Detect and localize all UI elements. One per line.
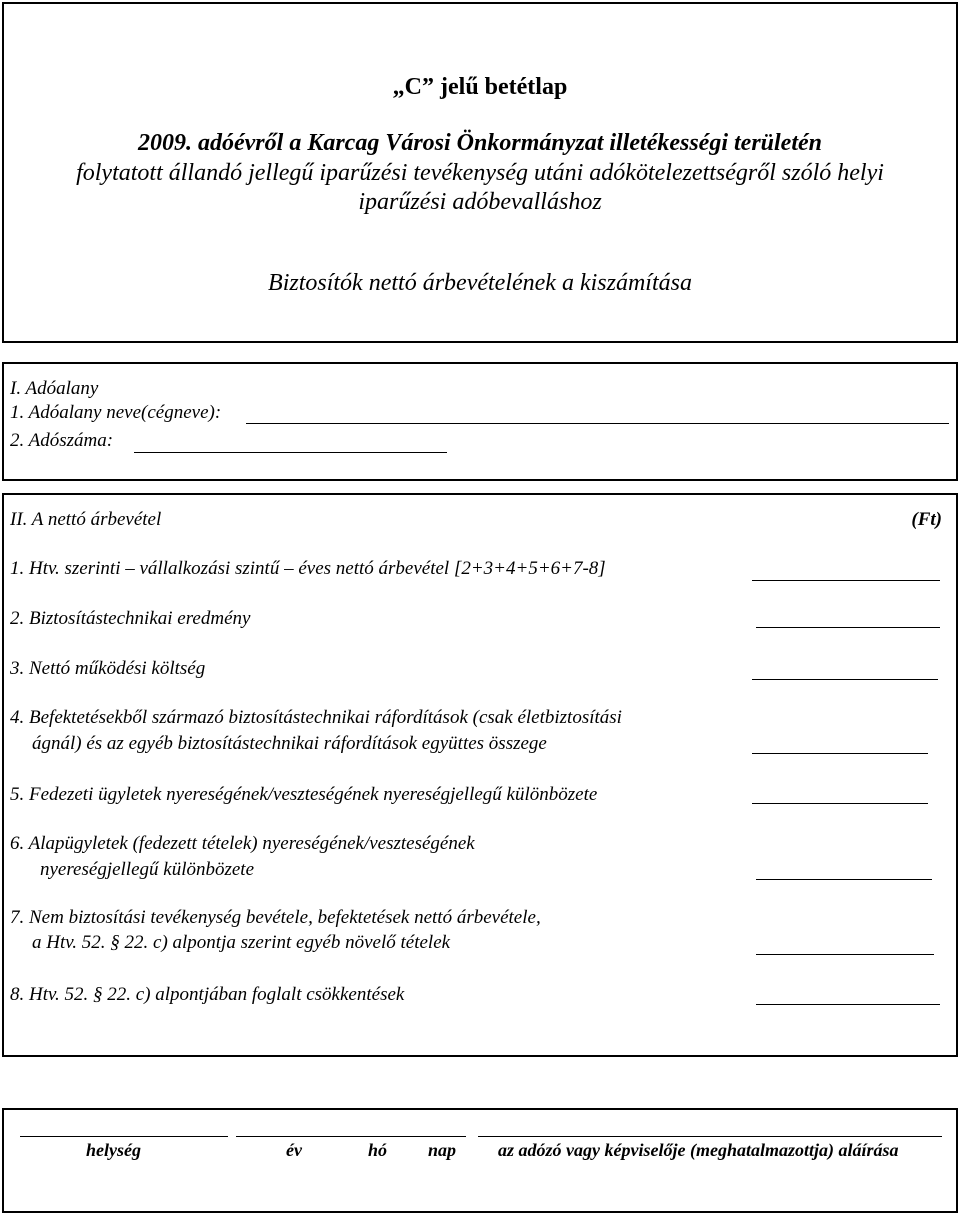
revenue-item-4-line-2: ágnál) és az egyéb biztosítástechnikai ráfordítások együttes összege <box>32 733 547 754</box>
year-label: év <box>286 1140 302 1160</box>
revenue-section <box>2 493 958 1057</box>
revenue-item-7-line-1: 7. Nem biztosítási tevékenység bevétele, befektetések nettó árbevétele, <box>10 907 541 928</box>
revenue-item-6-line-1: 6. Alapügyletek (fedezett tételek) nyereségének/veszteségének <box>10 833 475 854</box>
date-field[interactable] <box>236 1136 466 1137</box>
revenue-item-8-field[interactable] <box>756 1004 940 1005</box>
revenue-item-1: 1. Htv. szerinti – vállalkozási szintű – éves nettó árbevétel [2+3+4+5+6+7-8] <box>10 558 606 579</box>
revenue-item-2: 2. Biztosítástechnikai eredmény <box>10 608 251 629</box>
day-label: nap <box>428 1140 457 1160</box>
form-title: „C” jelű betétlap <box>392 74 568 100</box>
revenue-item-7-field[interactable] <box>756 954 934 955</box>
revenue-item-2-field[interactable] <box>756 627 940 628</box>
revenue-item-5: 5. Fedezeti ügyletek nyereségének/veszteségének nyereségjellegű különbözete <box>10 784 598 805</box>
revenue-item-8: 8. Htv. 52. § 22. c) alpontjában foglalt csökkentések <box>10 984 405 1005</box>
subtitle-line-3: iparűzési adóbevalláshoz <box>358 189 602 215</box>
revenue-item-7-line-2: a Htv. 52. § 22. c) alpontja szerint egyéb növelő tételek <box>32 932 451 953</box>
taxpayer-name-field[interactable] <box>246 423 949 424</box>
place-field[interactable] <box>20 1136 228 1137</box>
revenue-item-6-line-2: nyereségjellegű különbözete <box>40 859 255 880</box>
tax-number-label: 2. Adószáma: <box>10 430 114 451</box>
signature-section <box>2 1108 958 1213</box>
revenue-heading: II. A nettó árbevétel <box>10 509 162 530</box>
taxpayer-name-label: 1. Adóalany neve(cégneve): <box>10 402 222 423</box>
subtitle-line-2: folytatott állandó jellegű iparűzési tevékenység utáni adókötelezettségről szóló helyi <box>76 160 884 186</box>
form-subject: Biztosítók nettó árbevételének a kiszámítása <box>268 270 692 296</box>
signature-field[interactable] <box>478 1136 942 1137</box>
revenue-item-3: 3. Nettó működési költség <box>10 658 206 679</box>
revenue-item-4-line-1: 4. Befektetésekből származó biztosítástechnikai ráfordítások (csak életbiztosítási <box>10 707 622 728</box>
revenue-item-3-field[interactable] <box>752 679 938 680</box>
tax-number-field[interactable] <box>134 452 447 453</box>
month-label: hó <box>368 1140 388 1160</box>
subtitle-line-1: 2009. adóévről a Karcag Városi Önkormányzat illetékességi területén <box>138 130 822 156</box>
revenue-item-5-field[interactable] <box>752 803 928 804</box>
signer-label: az adózó vagy képviselője (meghatalmazottja) aláírása <box>498 1140 899 1160</box>
taxpayer-section <box>2 362 958 481</box>
taxpayer-heading: I. Adóalany <box>10 378 99 399</box>
place-label: helység <box>86 1140 141 1160</box>
unit-label: (Ft) <box>911 509 942 530</box>
header-box <box>2 2 958 343</box>
revenue-item-1-field[interactable] <box>752 580 940 581</box>
revenue-item-4-field[interactable] <box>752 753 928 754</box>
revenue-item-6-field[interactable] <box>756 879 932 880</box>
